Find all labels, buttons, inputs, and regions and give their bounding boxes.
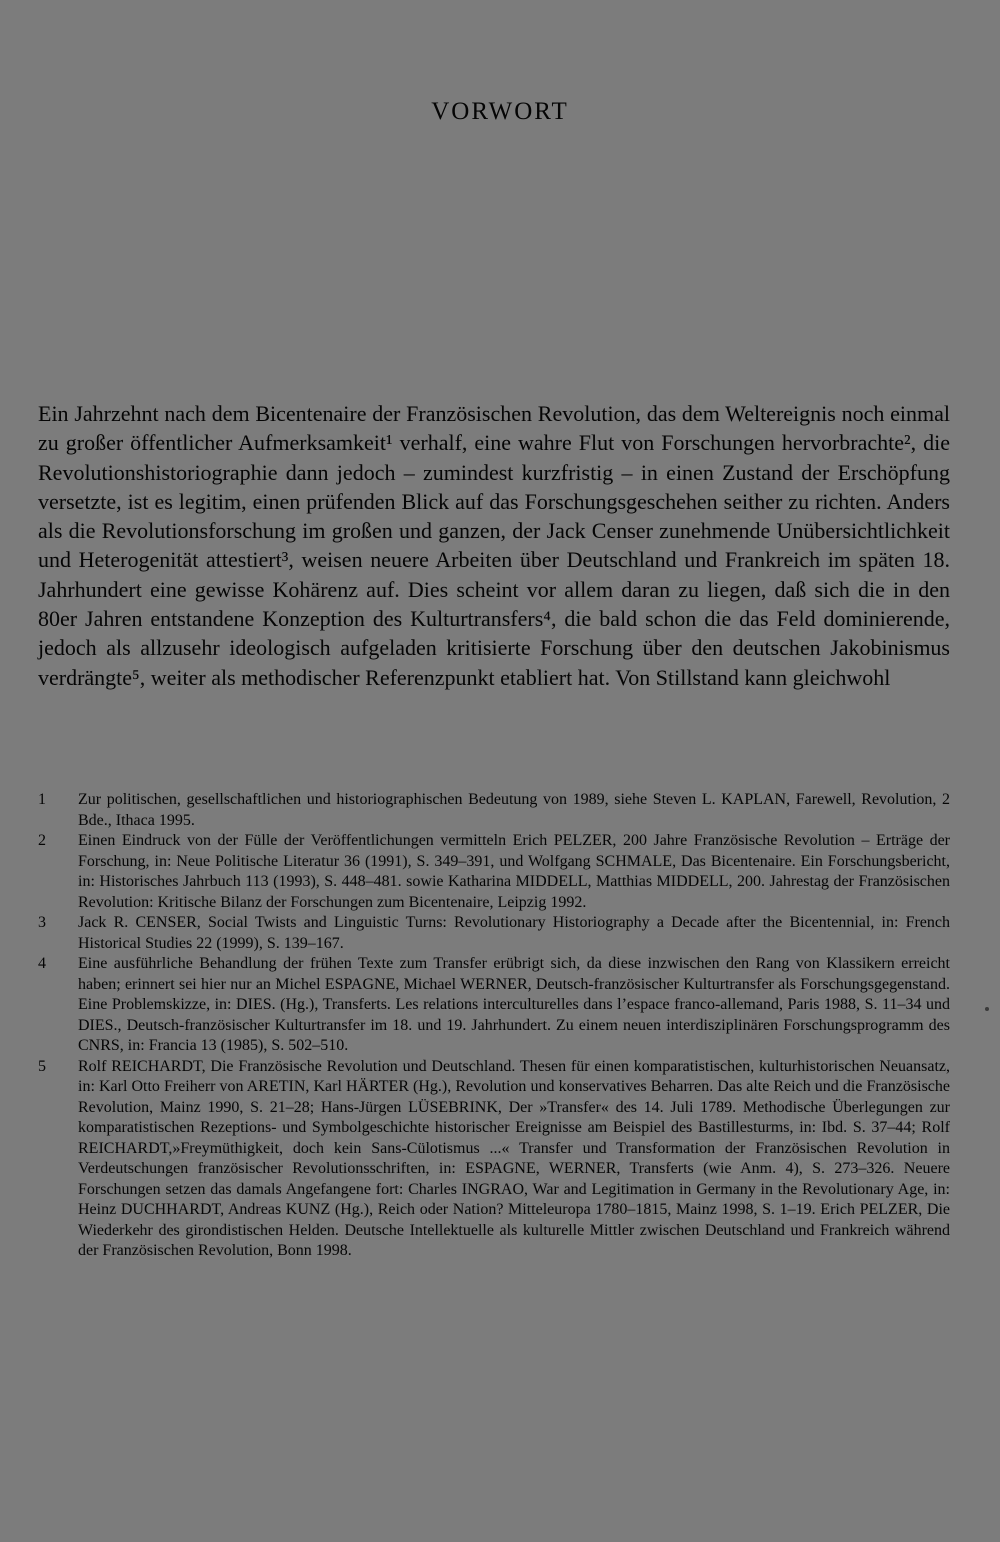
footnote-text: Rolf REICHARDT, Die Französische Revolution und Deutschland. Thesen für einen komparatistischen, kulturhistorischen Neuansatz, in: Karl Otto Freiherr von ARETIN, Karl HÄRTER (Hg.), Revolution und konservatives Beharren. Das alte Reich und die Französische Revolution, Mainz 1990, S. 21–28; Hans-Jürgen LÜSEBRINK, Der »Transfer« des 14. Juli 1789. Methodische Überlegungen zur komparatistischen Rezeptions- und Symbolgeschichte historischer Ereignisse am Beispiel des Bastillesturms, in: Ibd. S. 37–44; Rolf REICHARDT,»Freymüthigkeit, doch kein Sans-Cülotismus ...« Transfer und Transformation der Französischen Revolution in Verdeutschungen französischer Revolutionsschriften, in: ESPAGNE, WERNER, Transferts (wie Anm. 4), S. 273–326. Neuere Forschungen setzen das damals Angefangene fort: Charles INGRAO, War and Legitimation in Germany in the Revolutionary Age, in: Heinz DUCHHARDT, Andreas KUNZ (Hg.), Reich oder Nation? Mitteleuropa 1780–1815, Mainz 1998, S. 1–19. Erich PELZER, Die Wiederkehr des girondistischen Helden. Deutsche Intellektuelle als kulturelle Mittler zwischen Deutschland und Frankreich während der Französischen Revolution, Bonn 1998. bbox=[78, 1057, 950, 1259]
footnote-number: 1 bbox=[38, 791, 46, 808]
footnote-number: 3 bbox=[38, 914, 46, 931]
footnote-text: Einen Eindruck von der Fülle der Veröffentlichungen vermitteln Erich PELZER, 200 Jahre Französische Revolution – Erträge der Forschung, in: Neue Politische Literatur 36 (1991), S. 349–391, und Wolfgang SCHMALE, Das Bicentenaire. Ein Forschungsbericht, in: Historisches Jahrbuch 113 (1993), S. 448–481. sowie Katharina MIDDELL, Matthias MIDDELL, 200. Jahrestag der Französischen Revolution: Kritische Bilanz der Forschungen zum Bicentenaire, Leipzig 1992. bbox=[78, 832, 950, 911]
page-heading: VORWORT bbox=[431, 98, 569, 125]
footnote-number: 5 bbox=[38, 1057, 46, 1075]
footnote bbox=[38, 913, 950, 954]
footnote-list bbox=[38, 790, 950, 1262]
footnote-text: Zur politischen, gesellschaftlichen und historiographischen Bedeutung von 1989, siehe Steven L. KAPLAN, Farewell, Revolution, 2 Bde., Ithaca 1995. bbox=[78, 791, 950, 829]
footnote bbox=[38, 1057, 950, 1262]
footnote-text: Eine ausführliche Behandlung der frühen Texte zum Transfer erübrigt sich, da diese inzwischen den Rang von Klassikern erreicht haben; erinnert sei hier nur an Michel ESPAGNE, Michael WERNER, Deutsch-französischer Kulturtransfer als Forschungsgegenstand. Eine Problemskizze, in: DIES. (Hg.), Transferts. Les relations interculturelles dans l’espace franco-allemand, Paris 1988, S. 11–34 und DIES., Deutsch-französischer Kulturtransfer im 18. und 19. Jahrhundert. Zu einem neuen interdisziplinären Forschungsprogramm des CNRS, in: Francia 13 (1985), S. 502–510. bbox=[78, 955, 950, 1054]
body-paragraph: Ein Jahrzehnt nach dem Bicentenaire der Französischen Revolution, das dem Weltereignis noch einmal zu großer öffentlicher Aufmerksamkeit¹ verhalf, eine wahre Flut von Forschungen hervorbrachte², die Revolutionshistoriographie dann jedoch – zumindest kurzfristig – in einen Zustand der Erschöpfung versetzte, ist es legitim, einen prüfenden Blick auf das Forschungsgeschehen seither zu richten. Anders als die Revolutionsforschung im großen und ganzen, der Jack Censer zunehmende Unübersichtlichkeit und Heterogenität attestiert³, weisen neuere Arbeiten über Deutschland und Frankreich im späten 18. Jahrhundert eine gewisse Kohärenz auf. Dies scheint vor allem daran zu liegen, daß sich die in den 80er Jahren entstandene Konzeption des Kulturtransfers⁴, die bald schon die das Feld dominierende, jedoch als allzusehr ideologisch aufgeladen kritisierte Forschung über den deutschen Jakobinismus verdrängte⁵, weiter als methodischer Referenzpunkt etabliert hat. Von Stillstand kann gleichwohl bbox=[38, 401, 950, 690]
scan-speck bbox=[985, 1007, 989, 1011]
footnote bbox=[38, 831, 950, 913]
footnote-number: 2 bbox=[38, 832, 46, 849]
footnote-number: 4 bbox=[38, 955, 46, 972]
footnote bbox=[38, 954, 950, 1057]
footnote bbox=[38, 790, 950, 831]
footnote-text: Jack R. CENSER, Social Twists and Linguistic Turns: Revolutionary Historiography a Decade after the Bicentennial, in: French Historical Studies 22 (1999), S. 139–167. bbox=[78, 914, 950, 952]
